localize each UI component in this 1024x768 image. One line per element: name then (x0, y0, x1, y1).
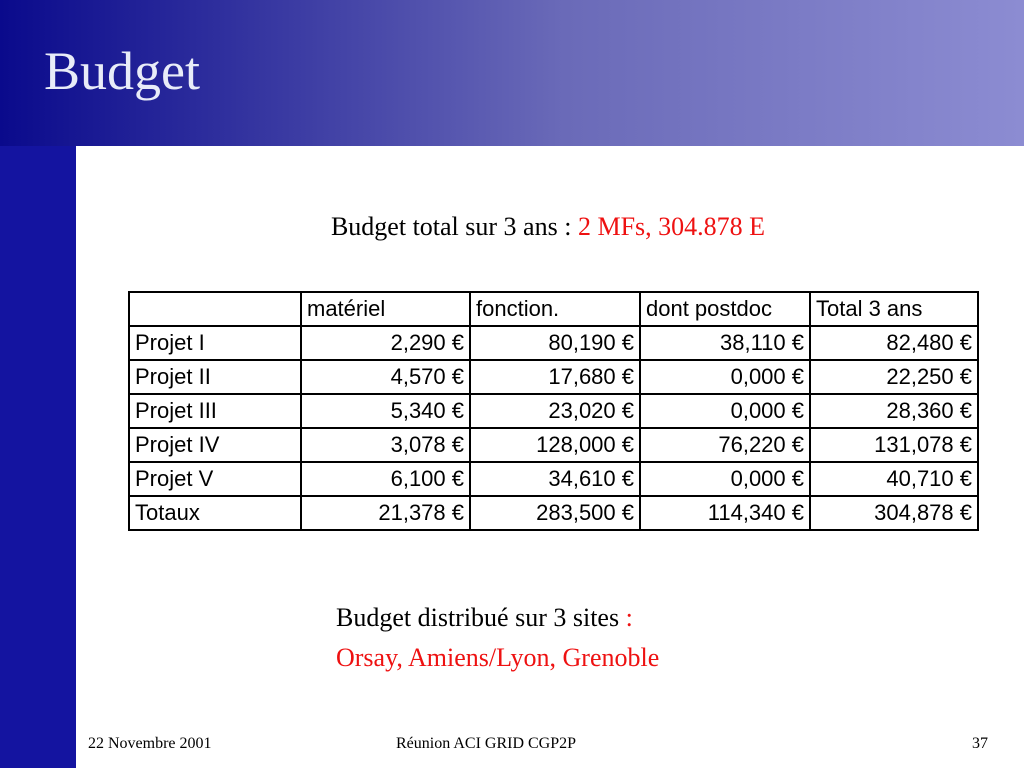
cell-fonction: 17,680 € (470, 360, 640, 394)
cell-total: 22,250 € (810, 360, 978, 394)
distribution-block (336, 598, 659, 678)
header-cell-postdoc: dont postdoc (640, 292, 810, 326)
header-cell-empty (129, 292, 301, 326)
cell-total: 131,078 € (810, 428, 978, 462)
cell-fonction: 80,190 € (470, 326, 640, 360)
cell-postdoc: 0,000 € (640, 360, 810, 394)
footer-title: Réunion ACI GRID CGP2P (396, 735, 577, 752)
cell-materiel: 4,570 € (301, 360, 470, 394)
cell-fonction: 34,610 € (470, 462, 640, 496)
table-row (129, 428, 978, 462)
cell-materiel: 21,378 € (301, 496, 470, 530)
cell-materiel: 6,100 € (301, 462, 470, 496)
table-row (129, 326, 978, 360)
cell-fonction: 128,000 € (470, 428, 640, 462)
table-row (129, 462, 978, 496)
cell-materiel: 2,290 € (301, 326, 470, 360)
cell-postdoc: 114,340 € (640, 496, 810, 530)
cell-fonction: 23,020 € (470, 394, 640, 428)
header-cell-fonction: fonction. (470, 292, 640, 326)
cell-total: 82,480 € (810, 326, 978, 360)
slide-title: Budget (44, 41, 200, 101)
table-row (129, 360, 978, 394)
cell-postdoc: 0,000 € (640, 394, 810, 428)
cell-total: 28,360 € (810, 394, 978, 428)
table-header-row (129, 292, 978, 326)
totals-row (129, 496, 978, 530)
table-row (129, 394, 978, 428)
slide-number: 37 (972, 735, 988, 752)
distribution-colon: : (625, 603, 633, 632)
budget-total-label: Budget total sur 3 ans : (330, 212, 578, 241)
budget-total-line (0, 212, 1024, 242)
cell-fonction: 283,500 € (470, 496, 640, 530)
cell-postdoc: 38,110 € (640, 326, 810, 360)
row-label: Projet III (129, 394, 301, 428)
header-cell-total: Total 3 ans (810, 292, 978, 326)
header-cell-materiel: matériel (301, 292, 470, 326)
budget-table (128, 291, 979, 531)
distribution-line (336, 598, 659, 638)
cell-total: 40,710 € (810, 462, 978, 496)
row-label: Totaux (129, 496, 301, 530)
cell-postdoc: 0,000 € (640, 462, 810, 496)
distribution-label: Budget distribué sur 3 sites (336, 603, 626, 632)
footer-date: 22 Novembre 2001 (88, 735, 212, 752)
distribution-sites: Orsay, Amiens/Lyon, Grenoble (336, 643, 660, 672)
row-label: Projet IV (129, 428, 301, 462)
row-label: Projet V (129, 462, 301, 496)
cell-materiel: 5,340 € (301, 394, 470, 428)
row-label: Projet II (129, 360, 301, 394)
budget-total-value: 2 MFs, 304.878 E (577, 212, 766, 241)
cell-materiel: 3,078 € (301, 428, 470, 462)
cell-total: 304,878 € (810, 496, 978, 530)
row-label: Projet I (129, 326, 301, 360)
cell-postdoc: 76,220 € (640, 428, 810, 462)
